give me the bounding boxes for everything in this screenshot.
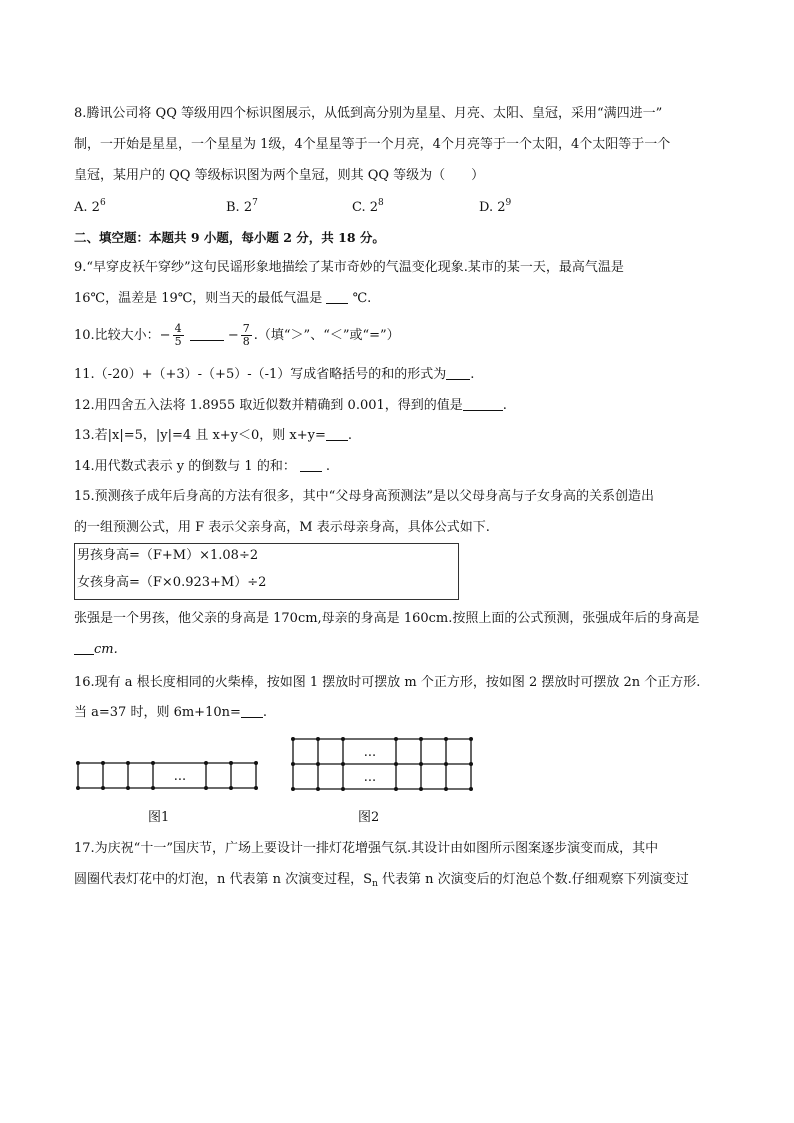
q11-line	[74, 365, 474, 385]
q16-figure-2-caption: 图2	[358, 810, 380, 825]
q10-fraction-1-den: 5	[174, 335, 182, 348]
q15-formula-girl: 女孩身高=（F×0.923+M）÷2	[77, 575, 267, 590]
q9-line-2-unit: ℃.	[352, 291, 372, 306]
q16-line-1: 16.现有 a 根长度相同的火柴棒，按如图 1 摆放时可摆放 m 个正方形，按如图 2 摆放时可摆放 2n 个正方形.	[74, 675, 701, 690]
q8-option-a-label: A. 2	[74, 200, 100, 215]
q10-fraction-2-num: 7	[242, 322, 250, 335]
q10-fraction-2-den: 8	[242, 335, 250, 348]
q9-answer-blank[interactable]	[326, 289, 348, 304]
q16-figure-1-caption: 图1	[148, 810, 170, 825]
q16-answer-blank[interactable]	[241, 703, 263, 718]
q14-text: 14.用代数式表示 y 的倒数与 1 的和：	[74, 459, 296, 474]
q15-line-2: 的一组预测公式，用 F 表示父亲身高，M 表示母亲身高，具体公式如下.	[74, 520, 490, 535]
q9-line-1: 9.“早穿皮袄午穿纱”这句民谣形象地描绘了某市奇妙的气温变化现象.某市的某一天，最高气温是	[74, 260, 624, 275]
q8-option-c-label: C. 2	[352, 200, 379, 215]
q10-line	[74, 322, 400, 350]
q15-unit: cm.	[94, 642, 118, 657]
q17-line-1: 17.为庆祝“十一”国庆节，广场上要设计一排灯花增强气氛.其设计由如图所示图案逐步演变而成，其中	[74, 841, 659, 856]
q15-formula-boy: 男孩身高=（F+M）×1.08÷2	[77, 548, 259, 563]
q8-option-a-exp: 6	[99, 198, 106, 208]
q16-figure-1	[72, 758, 262, 794]
q12-text: 12.用四舍五入法将 1.8955 取近似数并精确到 0.001，得到的值是	[74, 398, 463, 413]
q8-option-b[interactable]	[226, 198, 258, 218]
q16-figure-2-ellipsis-top: ...	[363, 745, 377, 760]
q14-end: .	[325, 459, 330, 474]
q8-option-c[interactable]	[352, 198, 384, 218]
q15-line-1: 15.预测孩子成年后身高的方法有很多，其中“父母身高预测法”是以父母身高与子女身高的关系创造出	[74, 489, 654, 504]
q8-line-1: 8.腾讯公司将 QQ 等级用四个标识图展示，从低到高分别为星星、月亮、太阳、皇冠，采用“满四进一”	[74, 106, 663, 121]
q10-fraction-2	[241, 323, 252, 348]
q8-option-b-exp: 7	[252, 198, 258, 208]
section-2-heading: 二、填空题：本题共 9 小题，每小题 2 分，共 18 分。	[74, 230, 385, 245]
q13-end: .	[347, 428, 353, 443]
q12-line	[74, 396, 507, 416]
q16-line-2	[74, 703, 267, 723]
q13-line	[74, 426, 352, 446]
q10-fraction-1	[173, 323, 184, 348]
q11-text: 11.（-20）+（+3）-（+5）-（-1）写成省略括号的和的形式为	[74, 367, 447, 382]
q8-line-3: 皇冠，某用户的 QQ 等级标识图为两个皇冠，则其 QQ 等级为（ ）	[74, 168, 485, 183]
q8-option-d[interactable]	[479, 198, 511, 218]
q15-line-4	[74, 640, 118, 660]
q15-formula-box	[74, 543, 459, 600]
q12-answer-blank[interactable]	[463, 396, 503, 411]
q10-prefix: 10.比较大小：−	[74, 328, 171, 343]
q15-answer-blank[interactable]	[74, 640, 94, 655]
q10-minus-2: −	[227, 328, 239, 343]
q10-fraction-1-num: 4	[174, 322, 182, 335]
q10-suffix: .（填“＞”、“＜”或“=”）	[253, 328, 400, 343]
q8-line-2: 制，一开始是星星，一个星星为 1级，4个星星等于一个月亮，4个月亮等于一个太阳，4个太阳等于一个	[74, 137, 671, 152]
q8-option-d-exp: 9	[505, 198, 512, 208]
q16-figure-2-ellipsis-bottom: ...	[363, 770, 377, 785]
q17-line-2-sub: n	[372, 879, 378, 889]
q17-line-2-text-b: 代表第 n 次演变后的灯泡总个数.仔细观察下列演变过	[377, 872, 689, 887]
q8-option-d-label: D. 2	[479, 200, 506, 215]
q16-line-2-text: 当 a=37 时，则 6m+10n=	[74, 705, 241, 720]
q9-line-2	[74, 289, 371, 309]
q16-line-2-end: .	[262, 705, 268, 720]
q8-option-c-exp: 8	[378, 198, 384, 208]
q10-answer-blank[interactable]	[190, 326, 224, 341]
q16-figure-2	[288, 734, 478, 794]
q9-line-2-text: 16℃，温差是 19℃，则当天的最低气温是	[74, 291, 323, 306]
q11-end: .	[470, 367, 475, 382]
q16-figure-1-ellipsis: ...	[173, 769, 187, 784]
q11-answer-blank[interactable]	[446, 365, 470, 380]
q12-end: .	[502, 398, 507, 413]
q15-line-3: 张强是一个男孩，他父亲的身高是 170cm,母亲的身高是 160cm.按照上面的公式预测，张强成年后的身高是	[74, 611, 700, 626]
q17-line-2	[74, 870, 689, 890]
q14-answer-blank[interactable]	[300, 457, 322, 472]
q8-option-b-label: B. 2	[226, 200, 253, 215]
q14-line	[74, 457, 330, 477]
q8-option-a[interactable]	[74, 198, 106, 218]
q17-line-2-text-a: 圆圈代表灯花中的灯泡，n 代表第 n 次演变过程，S	[74, 872, 373, 887]
q13-text: 13.若|x|=5，|y|=4 且 x+y＜0，则 x+y=	[74, 428, 326, 443]
q13-answer-blank[interactable]	[326, 426, 348, 441]
